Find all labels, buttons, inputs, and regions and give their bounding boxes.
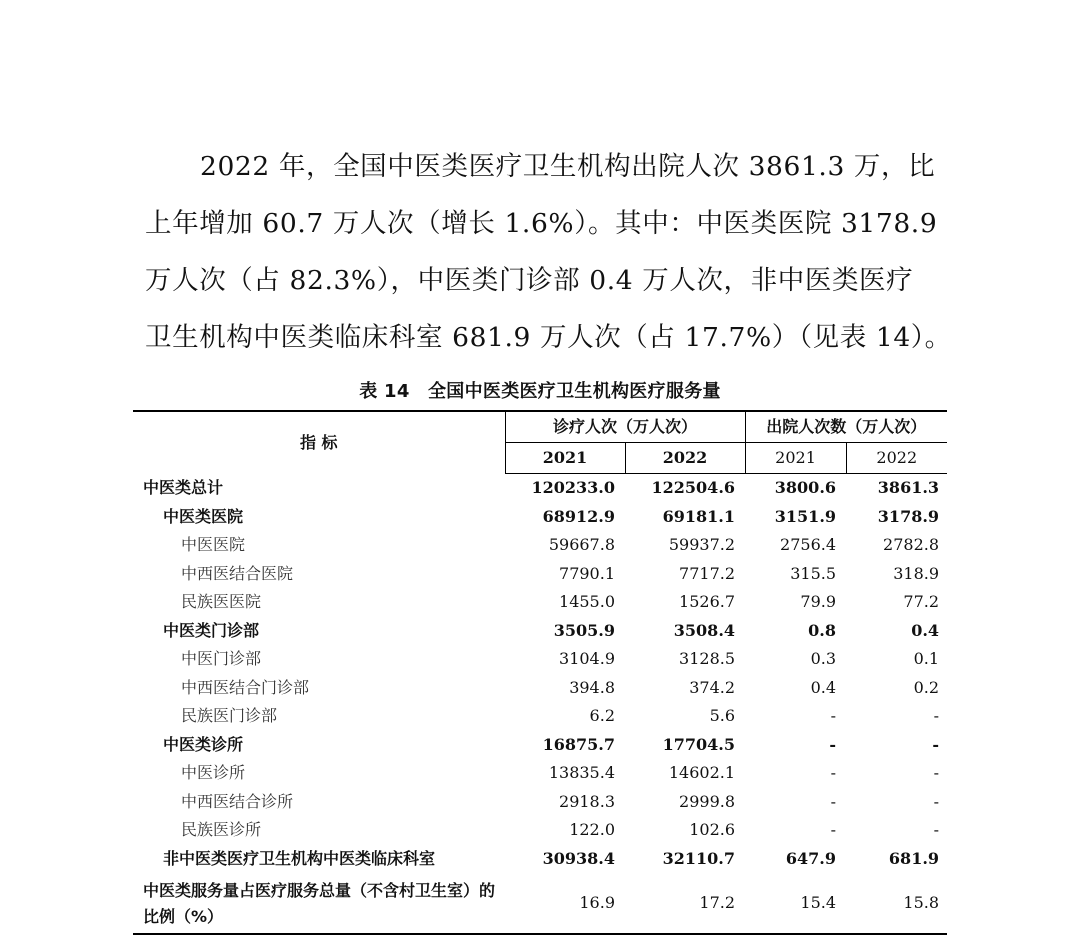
row-value: -: [933, 820, 940, 839]
row-value: 68912.9: [542, 506, 615, 526]
row-label: 中西医结合门诊部: [181, 677, 310, 697]
service-volume-table: [133, 410, 947, 935]
header-year-discharges-2022: 2022: [846, 443, 947, 474]
header-year-visits-2022: 2022: [625, 443, 745, 474]
table-row: [133, 788, 947, 817]
table-row: [133, 531, 947, 560]
header-year-discharges-2021: 2021: [745, 443, 846, 474]
row-label: 中医医院: [181, 535, 246, 554]
table-row: [133, 560, 947, 589]
table-row: [133, 845, 947, 874]
row-value: 315.5: [790, 563, 837, 583]
row-value: 681.9: [888, 848, 940, 868]
row-value: 122.0: [569, 820, 615, 839]
paragraph-line-3: 万人次（占 82.3%），中医类门诊部 0.4 万人次，非中医类医疗: [145, 265, 914, 296]
row-value: -: [830, 763, 837, 782]
row-label: 中西医结合诊所: [181, 791, 294, 811]
paragraph-line-4: 卫生机构中医类临床科室 681.9 万人次（占 17.7%）（见表 14）。: [145, 322, 952, 353]
row-value: 7790.1: [559, 563, 615, 583]
row-label: 民族医医院: [181, 592, 262, 611]
row-value: 5.6: [709, 706, 736, 725]
table-row: [133, 588, 947, 617]
row-value: -: [830, 820, 837, 839]
row-label: 中医类诊所: [163, 734, 244, 754]
row-label: 中医门诊部: [181, 649, 262, 668]
row-value: 16.9: [505, 873, 625, 934]
row-value: 0.4: [810, 677, 837, 697]
row-value: 15.4: [745, 873, 846, 934]
row-value: 122504.6: [651, 478, 736, 497]
row-value: 102.6: [689, 820, 736, 839]
table-row: [133, 645, 947, 674]
row-value: 79.9: [800, 592, 837, 611]
row-label: 中医类服务量占医疗服务总量（不含村卫生室）的比例（%）: [133, 873, 505, 934]
row-value: -: [830, 791, 837, 811]
row-value: 0.8: [808, 620, 837, 640]
row-value: 17.2: [625, 873, 745, 934]
row-value: 3178.9: [877, 506, 940, 526]
paragraph-line-2: 上年增加 60.7 万人次（增长 1.6%）。其中：中医类医院 3178.9: [145, 208, 938, 239]
header-discharges-group: 出院人次数（万人次）: [745, 411, 947, 443]
header-visits-group: 诊疗人次（万人次）: [505, 411, 745, 443]
row-value: 77.2: [903, 592, 940, 611]
row-value: 0.2: [913, 677, 940, 697]
row-value: 13835.4: [548, 763, 615, 782]
table-row: [133, 731, 947, 760]
row-label: 非中医类医疗卫生机构中医类临床科室: [163, 848, 436, 868]
row-label: 中医类医院: [163, 506, 244, 526]
table-row: [133, 873, 947, 934]
row-value: 32110.7: [662, 848, 736, 868]
row-value: 3800.6: [774, 478, 837, 497]
row-value: 3104.9: [559, 649, 615, 668]
row-value: 2918.3: [559, 791, 615, 811]
table-row: [133, 816, 947, 845]
row-value: 1455.0: [559, 592, 615, 611]
row-value: -: [933, 706, 940, 725]
row-label: 民族医门诊部: [181, 706, 278, 725]
row-value: -: [932, 734, 940, 754]
row-value: -: [933, 791, 940, 811]
row-value: -: [933, 763, 940, 782]
table-row: [133, 617, 947, 646]
paragraph-line-1: 2022 年，全国中医类医疗卫生机构出院人次 3861.3 万，比: [200, 151, 936, 182]
row-value: 7717.2: [679, 563, 736, 583]
header-year-visits-2021: 2021: [505, 443, 625, 474]
row-value: 120233.0: [531, 478, 615, 497]
row-value: 3508.4: [673, 620, 736, 640]
row-value: 0.3: [810, 649, 837, 668]
row-value: 59667.8: [548, 535, 615, 554]
row-value: -: [830, 706, 837, 725]
row-value: 59937.2: [668, 535, 736, 554]
table-row: [133, 759, 947, 788]
row-value: 3861.3: [877, 478, 940, 497]
row-value: 2756.4: [780, 535, 837, 554]
row-value: 14602.1: [668, 763, 736, 782]
row-label: 民族医诊所: [181, 820, 262, 839]
row-value: 69181.1: [662, 506, 736, 526]
row-value: 647.9: [785, 848, 837, 868]
row-label: 中医类门诊部: [163, 620, 260, 640]
header-indicator: 指 标: [133, 411, 505, 474]
table-row: [133, 474, 947, 503]
row-value: 15.8: [846, 873, 947, 934]
row-value: -: [829, 734, 837, 754]
row-value: 318.9: [893, 563, 940, 583]
row-value: 1526.7: [679, 592, 736, 611]
row-value: 3128.5: [679, 649, 736, 668]
row-value: 2999.8: [679, 791, 736, 811]
table-row: [133, 674, 947, 703]
row-value: 6.2: [589, 706, 615, 725]
row-label: 中医类总计: [143, 477, 224, 497]
table-body: [133, 474, 947, 935]
table-row: [133, 702, 947, 731]
row-value: 394.8: [569, 677, 615, 697]
body-paragraph: [145, 138, 952, 366]
row-value: 374.2: [689, 677, 736, 697]
row-label: 中医诊所: [181, 763, 246, 782]
row-label: 中西医结合医院: [181, 563, 294, 583]
row-value: 0.1: [913, 649, 940, 668]
row-value: 3151.9: [774, 506, 837, 526]
row-value: 3505.9: [553, 620, 615, 640]
table-caption: 表 14 全国中医类医疗卫生机构医疗服务量: [359, 381, 721, 402]
row-value: 17704.5: [662, 734, 736, 754]
row-value: 2782.8: [883, 535, 940, 554]
row-value: 30938.4: [542, 848, 615, 868]
table-row: [133, 503, 947, 532]
row-value: 16875.7: [542, 734, 615, 754]
row-value: 0.4: [911, 620, 940, 640]
